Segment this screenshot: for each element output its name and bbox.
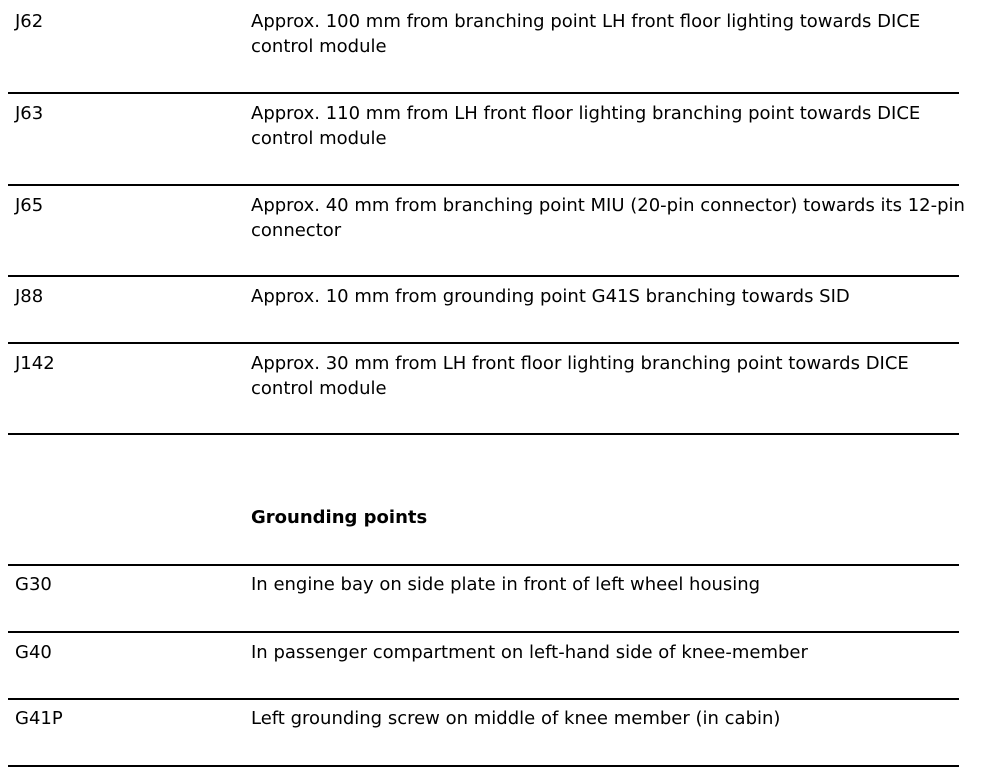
section-heading: Grounding points <box>251 507 428 528</box>
connector-location: Approx. 40 mm from branching point MIU (20-pin connector) towards its 12-pin connector <box>251 195 965 241</box>
row-divider <box>8 765 959 767</box>
connector-code: J142 <box>15 353 55 374</box>
grounding-code: G30 <box>15 574 52 595</box>
grounding-location: In engine bay on side plate in front of left wheel housing <box>251 574 761 595</box>
row-divider <box>8 342 959 344</box>
connector-location: Approx. 30 mm from LH front floor lighting branching point towards DICE control module <box>251 353 909 399</box>
row-divider <box>8 433 959 435</box>
grounding-code: G41P <box>15 708 63 729</box>
row-divider <box>8 698 959 700</box>
grounding-code: G40 <box>15 642 52 663</box>
connector-code: J62 <box>15 11 44 32</box>
row-divider <box>8 184 959 186</box>
grounding-location: In passenger compartment on left-hand side of knee-member <box>251 642 808 663</box>
grounding-location: Left grounding screw on middle of knee member (in cabin) <box>251 708 781 729</box>
connector-location: Approx. 10 mm from grounding point G41S branching towards SID <box>251 286 850 307</box>
connector-code: J88 <box>15 286 44 307</box>
row-divider <box>8 92 959 94</box>
row-divider <box>8 275 959 277</box>
row-divider <box>8 564 959 566</box>
row-divider <box>8 631 959 633</box>
connector-location: Approx. 100 mm from branching point LH front floor lighting towards DICE control module <box>251 11 921 57</box>
connector-code: J63 <box>15 103 44 124</box>
connector-code: J65 <box>15 195 44 216</box>
connector-location: Approx. 110 mm from LH front floor lighting branching point towards DICE control module <box>251 103 921 149</box>
